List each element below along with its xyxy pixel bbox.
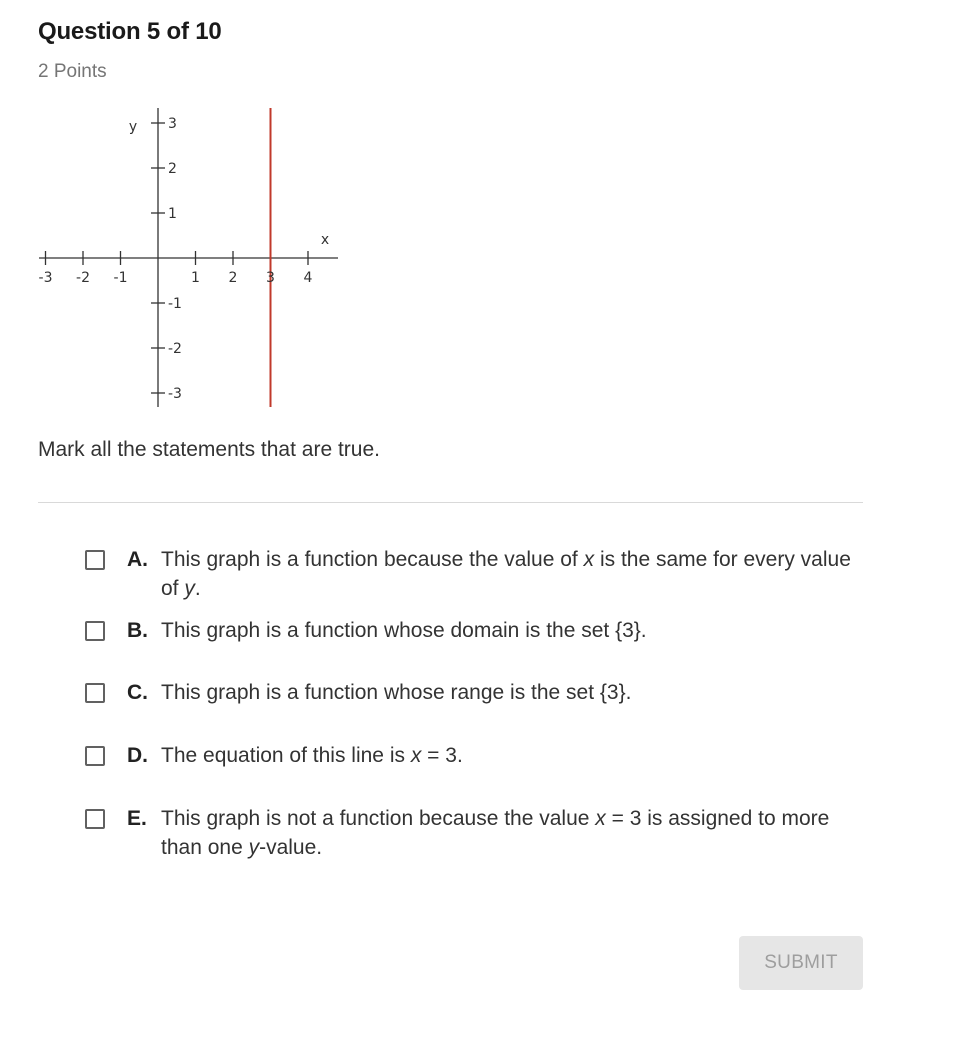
question-prompt: Mark all the statements that are true. — [38, 438, 380, 461]
x-axis-label: x — [320, 232, 330, 248]
option-text: This graph is not a function because the value x = 3 is assigned to more than one y-value. — [161, 807, 830, 859]
y-tick-label: -2 — [168, 341, 182, 357]
graph-labels — [39, 116, 330, 402]
option-d[interactable] — [85, 741, 865, 770]
x-tick-label: 4 — [303, 270, 313, 286]
option-text: This graph is a function whose domain is the set {3}. — [161, 619, 647, 642]
y-axis-label: y — [128, 119, 138, 135]
y-tick-label: -3 — [168, 386, 182, 402]
x-tick-label: 1 — [191, 270, 200, 286]
y-tick-label: -1 — [168, 296, 182, 312]
x-tick-label: -1 — [113, 270, 128, 286]
option-c[interactable] — [85, 678, 865, 707]
option-text: The equation of this line is x = 3. — [161, 744, 463, 767]
option-letter: B. — [127, 619, 148, 642]
answer-options — [85, 545, 865, 861]
option-letter: D. — [127, 744, 148, 767]
x-tick-label: 3 — [266, 270, 275, 286]
option-text: This graph is a function whose range is the set {3}. — [161, 681, 632, 704]
option-b[interactable] — [85, 616, 865, 645]
option-e[interactable] — [85, 804, 865, 861]
option-text: This graph is a function because the value of x is the same for every value of y. — [161, 548, 851, 600]
checkbox-option-b[interactable] — [85, 621, 105, 641]
option-letter: E. — [127, 807, 147, 830]
y-tick-label: 2 — [168, 161, 177, 177]
option-letter: C. — [127, 681, 148, 704]
y-tick-label: 3 — [168, 116, 177, 132]
option-a[interactable] — [85, 545, 865, 602]
x-tick-label: 2 — [228, 270, 238, 286]
checkbox-option-a[interactable] — [85, 550, 105, 570]
question-title: Question 5 of 10 — [38, 18, 222, 45]
checkbox-option-c[interactable] — [85, 683, 105, 703]
checkbox-option-d[interactable] — [85, 746, 105, 766]
graph-axes — [39, 108, 338, 407]
coordinate-graph — [30, 100, 350, 415]
question-points: 2 Points — [38, 61, 107, 82]
x-tick-label: -2 — [76, 270, 90, 286]
section-divider — [38, 502, 863, 503]
checkbox-option-e[interactable] — [85, 809, 105, 829]
x-tick-label: -3 — [38, 270, 53, 286]
submit-button[interactable]: SUBMIT — [739, 936, 863, 990]
option-letter: A. — [127, 548, 148, 571]
y-tick-label: 1 — [168, 206, 177, 222]
